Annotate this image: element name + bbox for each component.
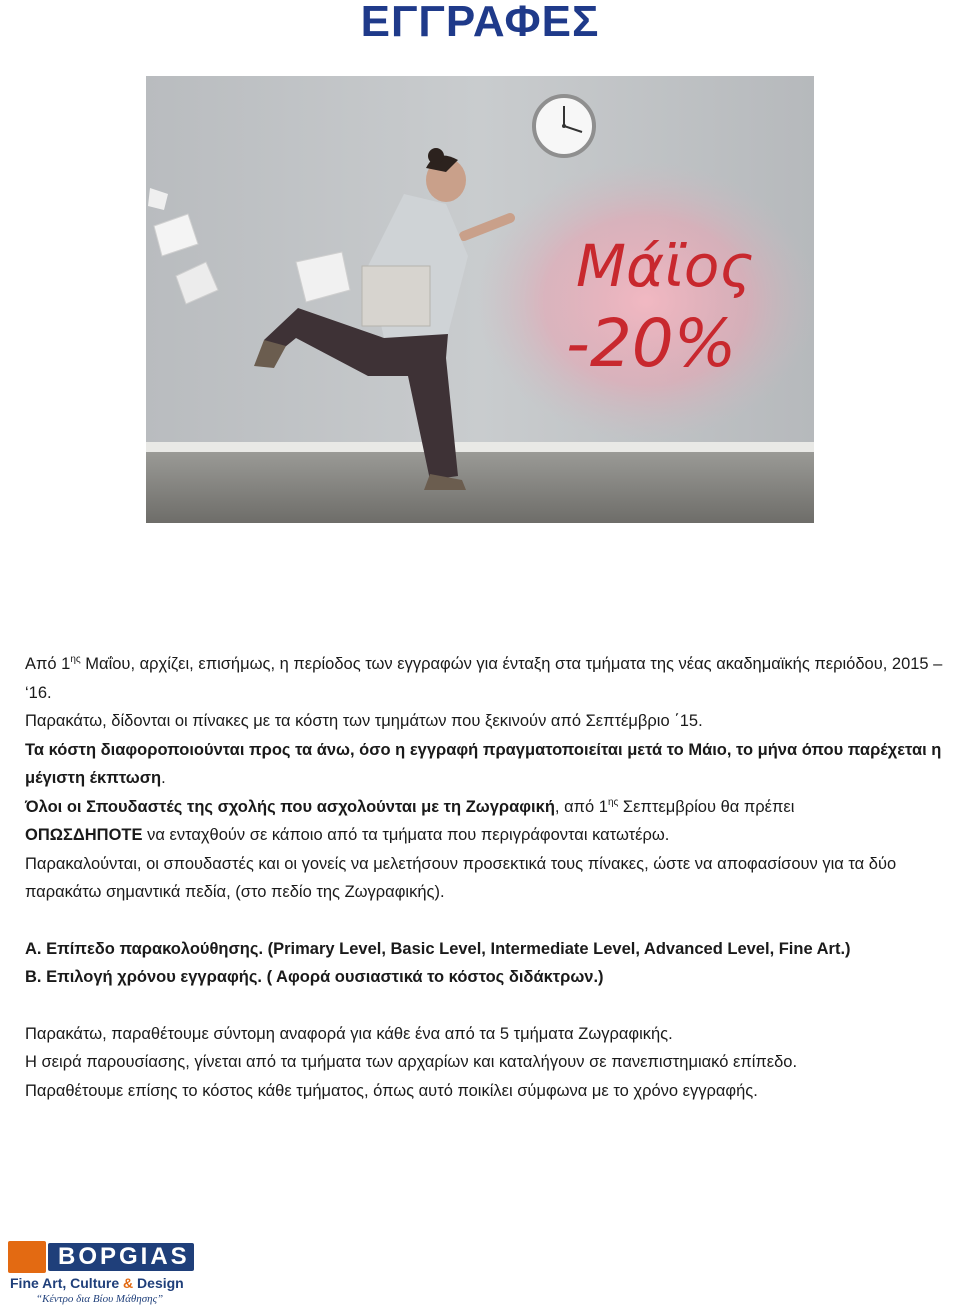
p4-bold: Όλοι οι Σπουδαστές της σχολής που ασχολούνται με τη Ζωγραφική bbox=[25, 797, 555, 816]
paragraph-7: Η σειρά παρουσίασης, γίνεται από τα τμήματα των αρχαρίων και καταλήγουν σε πανεπιστημιακό επίπεδο. bbox=[25, 1053, 798, 1071]
p3-period: . bbox=[161, 769, 166, 787]
paragraph-5: Παρακαλούνται, οι σπουδαστές και οι γονείς να μελετήσουν προσεκτικά τους πίνακες, ώστε να αποφασίσουν για τα δύο παρακάτω σημαντικά πεδία, (στο πεδίο της Ζωγραφικής). bbox=[25, 854, 897, 901]
tagline-amp: & bbox=[123, 1275, 134, 1291]
p3-bold: Τα κόστη διαφοροποιούνται προς τα άνω, όσο η εγγραφή πραγματοποιείται μετά το Μάιο, το μήνα όπου παρέχεται η μέγιστη έκπτωση bbox=[25, 740, 942, 787]
p4-ordinal: ης bbox=[607, 796, 619, 808]
p4-after: Σεπτεμβρίου θα πρέπει bbox=[618, 797, 795, 816]
p1-start: Από 1 bbox=[25, 655, 71, 673]
item-a: Α. Επίπεδο παρακολούθησης. (Primary Level, Basic Level, Intermediate Level, Advanced Level, Fine Art.) bbox=[25, 939, 851, 958]
p4-mid: , από 1 bbox=[554, 797, 608, 816]
promo-photo bbox=[146, 76, 814, 523]
body-text bbox=[25, 650, 955, 1105]
p1-ordinal: ης bbox=[70, 654, 81, 665]
paragraph-1 bbox=[25, 650, 955, 707]
paragraph-8: Παραθέτουμε επίσης το κόστος κάθε τμήματος, όπως αυτό ποικίλει σύμφωνα με το χρόνο εγγραφής. bbox=[25, 1081, 758, 1100]
baseboard bbox=[146, 442, 814, 452]
p4-emphasis: ΟΠΩΣΔΗΠΟΤΕ bbox=[25, 826, 143, 844]
clock-icon bbox=[534, 96, 594, 156]
p4-end: να ενταχθούν σε κάποιο από τα τμήματα που περιγράφονται κατωτέρω. bbox=[142, 826, 670, 844]
paragraph-2: Παρακάτω, δίδονται οι πίνακες με τα κόστη των τμημάτων που ξεκινούν από Σεπτέμβριο ΄15. bbox=[25, 712, 703, 730]
paint-glow bbox=[476, 161, 814, 441]
logo-motto: “Κέντρο δια Βίου Μάθησης” bbox=[36, 1293, 164, 1305]
logo-brand: BOPGIAS bbox=[58, 1243, 190, 1270]
floor bbox=[146, 452, 814, 523]
tagline-part-2: Design bbox=[133, 1275, 184, 1291]
p1-end: Μαΐου, αρχίζει, επισήμως, η περίοδος των εγγραφών για ένταξη στα τμήματα της νέας ακαδημαϊκής περιόδου, 2015 – ‘16. bbox=[25, 655, 943, 702]
sign-discount: -20% bbox=[566, 305, 737, 382]
logo-tagline bbox=[10, 1275, 184, 1291]
paragraph-3 bbox=[25, 736, 955, 793]
paragraph-6: Παρακάτω, παραθέτουμε σύντομη αναφορά για κάθε ένα από τα 5 τμήματα Ζωγραφικής. bbox=[25, 1024, 673, 1043]
item-b: Β. Επιλογή χρόνου εγγραφής. ( Αφορά ουσιαστικά το κόστος διδάκτρων.) bbox=[25, 968, 604, 986]
logo-mark-icon bbox=[8, 1241, 46, 1273]
borgias-logo bbox=[8, 1241, 194, 1307]
sign-month: Μάϊος bbox=[576, 232, 754, 300]
page-title: ΕΓΓΡΑΦΕΣ bbox=[360, 0, 600, 46]
paragraph-4 bbox=[25, 793, 955, 850]
tagline-part-1: Fine Art, Culture bbox=[10, 1275, 124, 1291]
